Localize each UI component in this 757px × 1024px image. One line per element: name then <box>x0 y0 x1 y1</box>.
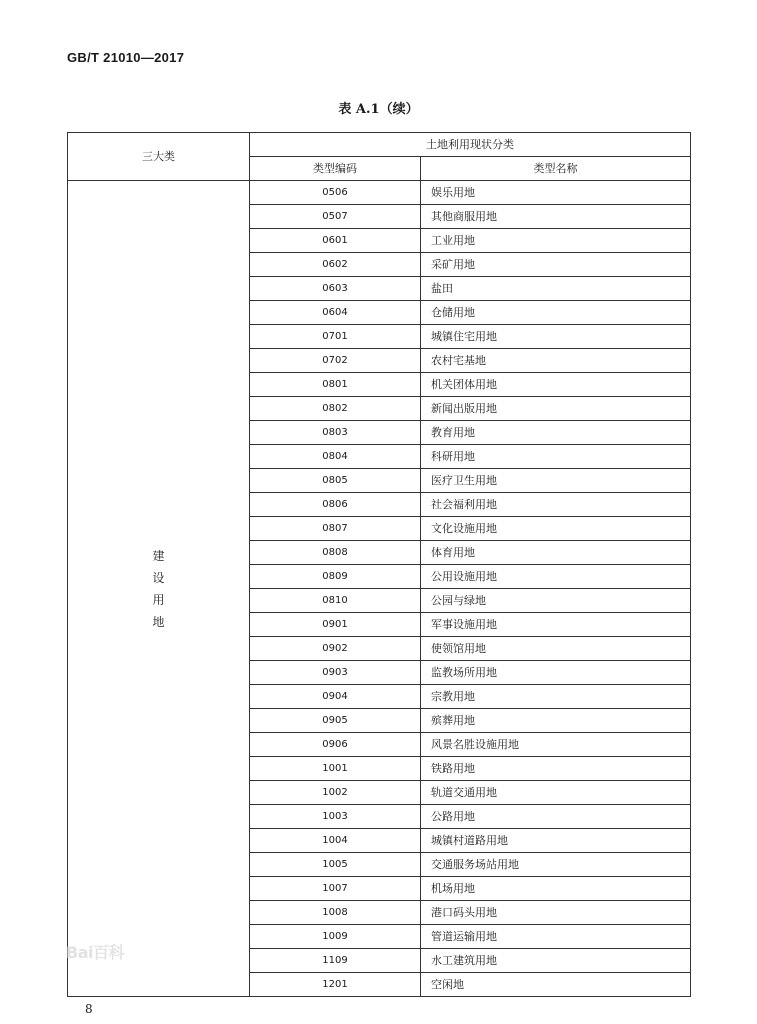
type-name-cell: 医疗卫生用地 <box>421 469 691 493</box>
type-code-cell: 1109 <box>250 949 421 973</box>
type-name-cell: 机场用地 <box>421 877 691 901</box>
category-char: 建 <box>152 548 165 563</box>
type-name-cell: 娱乐用地 <box>421 181 691 205</box>
type-name-cell: 空闲地 <box>421 973 691 997</box>
type-code-cell: 0901 <box>250 613 421 637</box>
category-cell <box>68 181 250 997</box>
type-code-cell: 1004 <box>250 829 421 853</box>
type-name-cell: 仓储用地 <box>421 301 691 325</box>
type-name-cell: 社会福利用地 <box>421 493 691 517</box>
type-name-cell: 公用设施用地 <box>421 565 691 589</box>
type-name-cell: 使领馆用地 <box>421 637 691 661</box>
type-code-cell: 0801 <box>250 373 421 397</box>
table-header-row <box>68 133 691 157</box>
col-code-header: 类型编码 <box>250 157 421 181</box>
type-code-cell: 0603 <box>250 277 421 301</box>
category-char: 设 <box>152 570 165 585</box>
type-name-cell: 轨道交通用地 <box>421 781 691 805</box>
type-name-cell: 其他商服用地 <box>421 205 691 229</box>
table-row <box>68 181 691 205</box>
type-code-cell: 0904 <box>250 685 421 709</box>
type-code-cell: 1201 <box>250 973 421 997</box>
type-name-cell: 盐田 <box>421 277 691 301</box>
land-use-table <box>67 132 691 997</box>
type-name-cell: 港口码头用地 <box>421 901 691 925</box>
type-code-cell: 0808 <box>250 541 421 565</box>
type-name-cell: 新闻出版用地 <box>421 397 691 421</box>
type-code-cell: 0902 <box>250 637 421 661</box>
type-code-cell: 0803 <box>250 421 421 445</box>
type-code-cell: 0604 <box>250 301 421 325</box>
type-code-cell: 0810 <box>250 589 421 613</box>
type-code-cell: 0806 <box>250 493 421 517</box>
type-code-cell: 1009 <box>250 925 421 949</box>
type-name-cell: 殡葬用地 <box>421 709 691 733</box>
type-name-cell: 公路用地 <box>421 805 691 829</box>
type-code-cell: 0802 <box>250 397 421 421</box>
type-code-cell: 0507 <box>250 205 421 229</box>
col-name-header: 类型名称 <box>421 157 691 181</box>
col-three-categories-header: 三大类 <box>68 133 250 181</box>
type-code-cell: 0905 <box>250 709 421 733</box>
type-code-cell: 0807 <box>250 517 421 541</box>
type-code-cell: 0906 <box>250 733 421 757</box>
type-name-cell: 科研用地 <box>421 445 691 469</box>
type-name-cell: 水工建筑用地 <box>421 949 691 973</box>
type-code-cell: 0809 <box>250 565 421 589</box>
type-code-cell: 1002 <box>250 781 421 805</box>
watermark-logo: Bai百科 <box>66 943 124 962</box>
type-code-cell: 1005 <box>250 853 421 877</box>
category-char: 用 <box>152 592 165 607</box>
type-code-cell: 0702 <box>250 349 421 373</box>
type-name-cell: 城镇住宅用地 <box>421 325 691 349</box>
type-name-cell: 风景名胜设施用地 <box>421 733 691 757</box>
type-code-cell: 1007 <box>250 877 421 901</box>
category-char: 地 <box>152 614 165 629</box>
type-code-cell: 0506 <box>250 181 421 205</box>
type-name-cell: 公园与绿地 <box>421 589 691 613</box>
type-code-cell: 0601 <box>250 229 421 253</box>
table-title: 表 A.1（续） <box>338 102 419 117</box>
type-name-cell: 机关团体用地 <box>421 373 691 397</box>
type-name-cell: 交通服务场站用地 <box>421 853 691 877</box>
page-number: 8 <box>85 1002 93 1016</box>
type-name-cell: 城镇村道路用地 <box>421 829 691 853</box>
type-code-cell: 1008 <box>250 901 421 925</box>
type-code-cell: 0701 <box>250 325 421 349</box>
type-name-cell: 采矿用地 <box>421 253 691 277</box>
col-group-header: 土地利用现状分类 <box>250 133 691 157</box>
type-name-cell: 体育用地 <box>421 541 691 565</box>
type-name-cell: 军事设施用地 <box>421 613 691 637</box>
type-name-cell: 铁路用地 <box>421 757 691 781</box>
type-name-cell: 宗教用地 <box>421 685 691 709</box>
type-name-cell: 文化设施用地 <box>421 517 691 541</box>
type-code-cell: 0805 <box>250 469 421 493</box>
type-code-cell: 1003 <box>250 805 421 829</box>
type-name-cell: 教育用地 <box>421 421 691 445</box>
type-code-cell: 0804 <box>250 445 421 469</box>
standard-code: GB/T 21010—2017 <box>67 50 185 65</box>
type-name-cell: 工业用地 <box>421 229 691 253</box>
type-name-cell: 监教场所用地 <box>421 661 691 685</box>
type-code-cell: 0602 <box>250 253 421 277</box>
type-code-cell: 1001 <box>250 757 421 781</box>
type-name-cell: 管道运输用地 <box>421 925 691 949</box>
type-name-cell: 农村宅基地 <box>421 349 691 373</box>
type-code-cell: 0903 <box>250 661 421 685</box>
